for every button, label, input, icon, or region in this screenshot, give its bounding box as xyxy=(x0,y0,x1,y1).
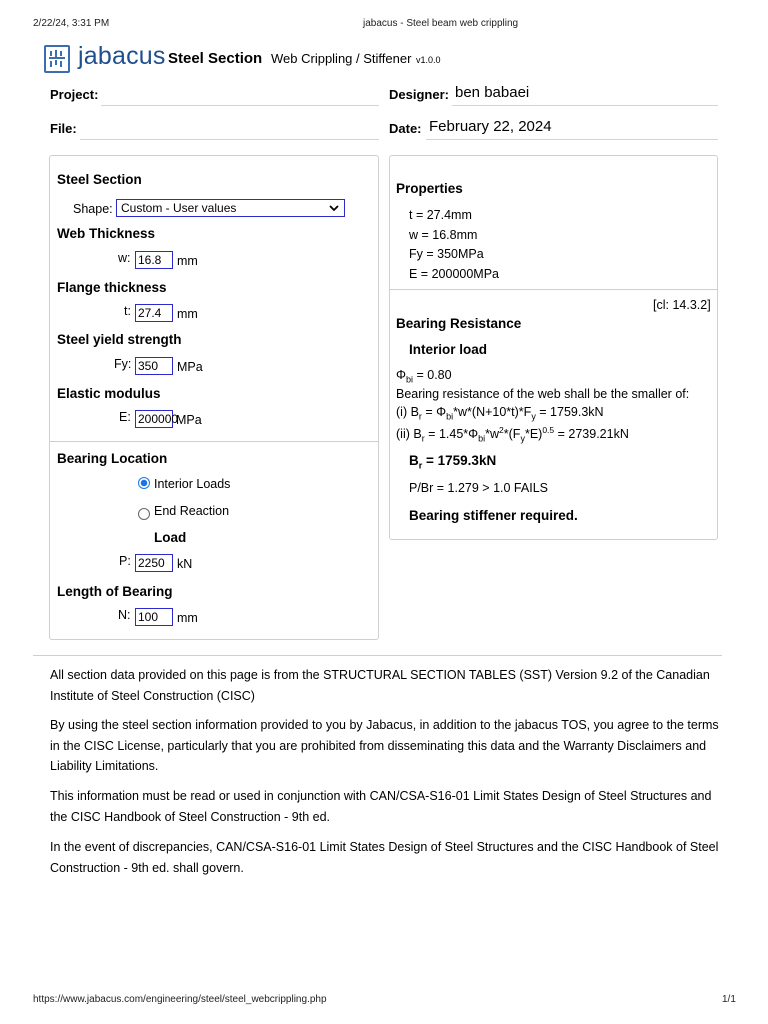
web-thickness-unit: mm xyxy=(177,254,198,268)
bearing-length-input[interactable]: 100 xyxy=(135,608,173,626)
load-label: P: xyxy=(119,554,131,568)
bearing-equation-2: (ii) $B_r = 1.45*\Phi_{bi}*w^2*(F_y*E)^{0.5} = 2739.21kN$ xyxy=(396,425,629,444)
stiffener-conclusion: Bearing stiffener required. xyxy=(409,508,578,523)
date-label: Date: xyxy=(389,121,422,136)
web-thickness-heading: Web Thickness xyxy=(57,226,156,241)
file-label: File: xyxy=(50,121,77,136)
flange-thickness-label: t: xyxy=(124,304,131,318)
disclaimer-paragraph: All section data provided on this page is from the STRUCTURAL SECTION TABLES (SST) Version 9.2 of the Canadian Institute of Steel Construction (CISC) xyxy=(50,668,710,703)
shape-select-value: Custom - User values xyxy=(121,201,237,215)
jabacus-logo-icon[interactable] xyxy=(44,45,70,73)
end-reaction-radio[interactable] xyxy=(138,508,150,520)
elastic-modulus-label: E: xyxy=(119,410,131,424)
flange-thickness-heading: Flange thickness xyxy=(57,280,167,295)
property-t: t = 27.4mm xyxy=(409,208,472,222)
bearing-length-heading: Length of Bearing xyxy=(57,584,173,599)
section-divider xyxy=(50,441,378,442)
disclaimer-paragraph: By using the steel section information provided to you by Jabacus, in addition to the jabacus TOS, you agree to the terms in the CISC License, particularly that you are prohibited from disseminating this data and the Warranty Disclaimers and Liability Limitations. xyxy=(50,718,719,773)
project-field[interactable] xyxy=(101,105,379,106)
bearing-intro: Bearing resistance of the web shall be the smaller of: xyxy=(396,387,690,401)
load-unit: kN xyxy=(177,557,193,571)
date-field[interactable]: February 22, 2024 xyxy=(429,118,552,135)
disclaimer-paragraph: This information must be read or used in conjunction with CAN/CSA-S16-01 Limit States Design of Steel Structures and the CISC Handbook of Steel Construction - 9th ed. xyxy=(50,789,712,824)
project-label: Project: xyxy=(50,87,99,102)
bearing-length-unit: mm xyxy=(177,611,198,625)
file-field[interactable] xyxy=(80,139,379,140)
elastic-modulus-heading: Elastic modulus xyxy=(57,386,161,401)
bearing-length-label: N: xyxy=(118,608,131,622)
page-divider xyxy=(33,655,722,656)
disclaimer-paragraph: In the event of discrepancies, CAN/CSA-S16-01 Limit States Design of Steel Structures and the CISC Handbook of Steel Construction - 9th ed. shall govern. xyxy=(50,840,719,875)
yield-strength-unit: MPa xyxy=(177,360,203,374)
web-thickness-label: w: xyxy=(118,251,131,265)
clause-reference: [cl: 14.3.2] xyxy=(653,298,711,312)
date-underline xyxy=(426,139,718,140)
load-ratio-check: P/Br = 1.279 > 1.0 FAILS xyxy=(409,481,548,495)
bearing-location-heading: Bearing Location xyxy=(57,451,168,466)
results-divider xyxy=(390,289,717,290)
app-version: v1.0.0 xyxy=(416,55,441,65)
print-datetime: 2/22/24, 3:31 PM xyxy=(33,18,110,29)
bearing-resistance-heading: Bearing Resistance xyxy=(396,316,522,331)
elastic-modulus-input[interactable]: 200000 xyxy=(135,410,173,428)
bearing-equation-1: (i) $B_r = \Phi_{bi}*w*(N+10*t)*F_y = 1759.3kN$ xyxy=(396,405,604,422)
phi-equation: $\Phi_{bi} = 0.80$ xyxy=(396,368,452,385)
flange-thickness-input[interactable]: 27.4 xyxy=(135,304,173,322)
shape-label: Shape: xyxy=(73,202,113,216)
properties-heading: Properties xyxy=(396,181,463,196)
app-subtitle: Web Crippling / Stiffener xyxy=(271,51,412,66)
shape-select[interactable] xyxy=(116,199,345,217)
yield-strength-heading: Steel yield strength xyxy=(57,332,182,347)
property-w: w = 16.8mm xyxy=(409,228,478,242)
property-fy: Fy = 350MPa xyxy=(409,247,484,261)
property-e: E = 200000MPa xyxy=(409,267,499,281)
print-page-number: 1/1 xyxy=(722,994,736,1005)
chevron-down-icon xyxy=(329,204,339,212)
designer-label: Designer: xyxy=(389,87,449,102)
load-input[interactable]: 2250 xyxy=(135,554,173,572)
app-title: Steel Section xyxy=(168,50,263,67)
interior-loads-label[interactable]: Interior Loads xyxy=(154,477,231,491)
flange-thickness-unit: mm xyxy=(177,307,198,321)
end-reaction-label[interactable]: End Reaction xyxy=(154,504,230,518)
load-heading: Load xyxy=(154,530,187,545)
web-thickness-input[interactable]: 16.8 xyxy=(135,251,173,269)
bearing-resistance-result: $B_r = 1759.3kN$ xyxy=(409,453,497,471)
yield-strength-input[interactable]: 350 xyxy=(135,357,173,375)
brand-name[interactable]: jabacus xyxy=(78,42,166,70)
designer-underline xyxy=(452,105,718,106)
print-page-title: jabacus - Steel beam web crippling xyxy=(363,18,519,29)
steel-section-heading: Steel Section xyxy=(57,172,142,187)
designer-field[interactable]: ben babaei xyxy=(455,84,530,101)
print-url: https://www.jabacus.com/engineering/steel/steel_webcrippling.php xyxy=(33,994,327,1005)
interior-loads-radio[interactable] xyxy=(138,477,150,489)
elastic-modulus-unit: MPa xyxy=(176,413,202,427)
yield-strength-label: Fy: xyxy=(114,357,132,371)
interior-load-heading: Interior load xyxy=(409,342,488,357)
